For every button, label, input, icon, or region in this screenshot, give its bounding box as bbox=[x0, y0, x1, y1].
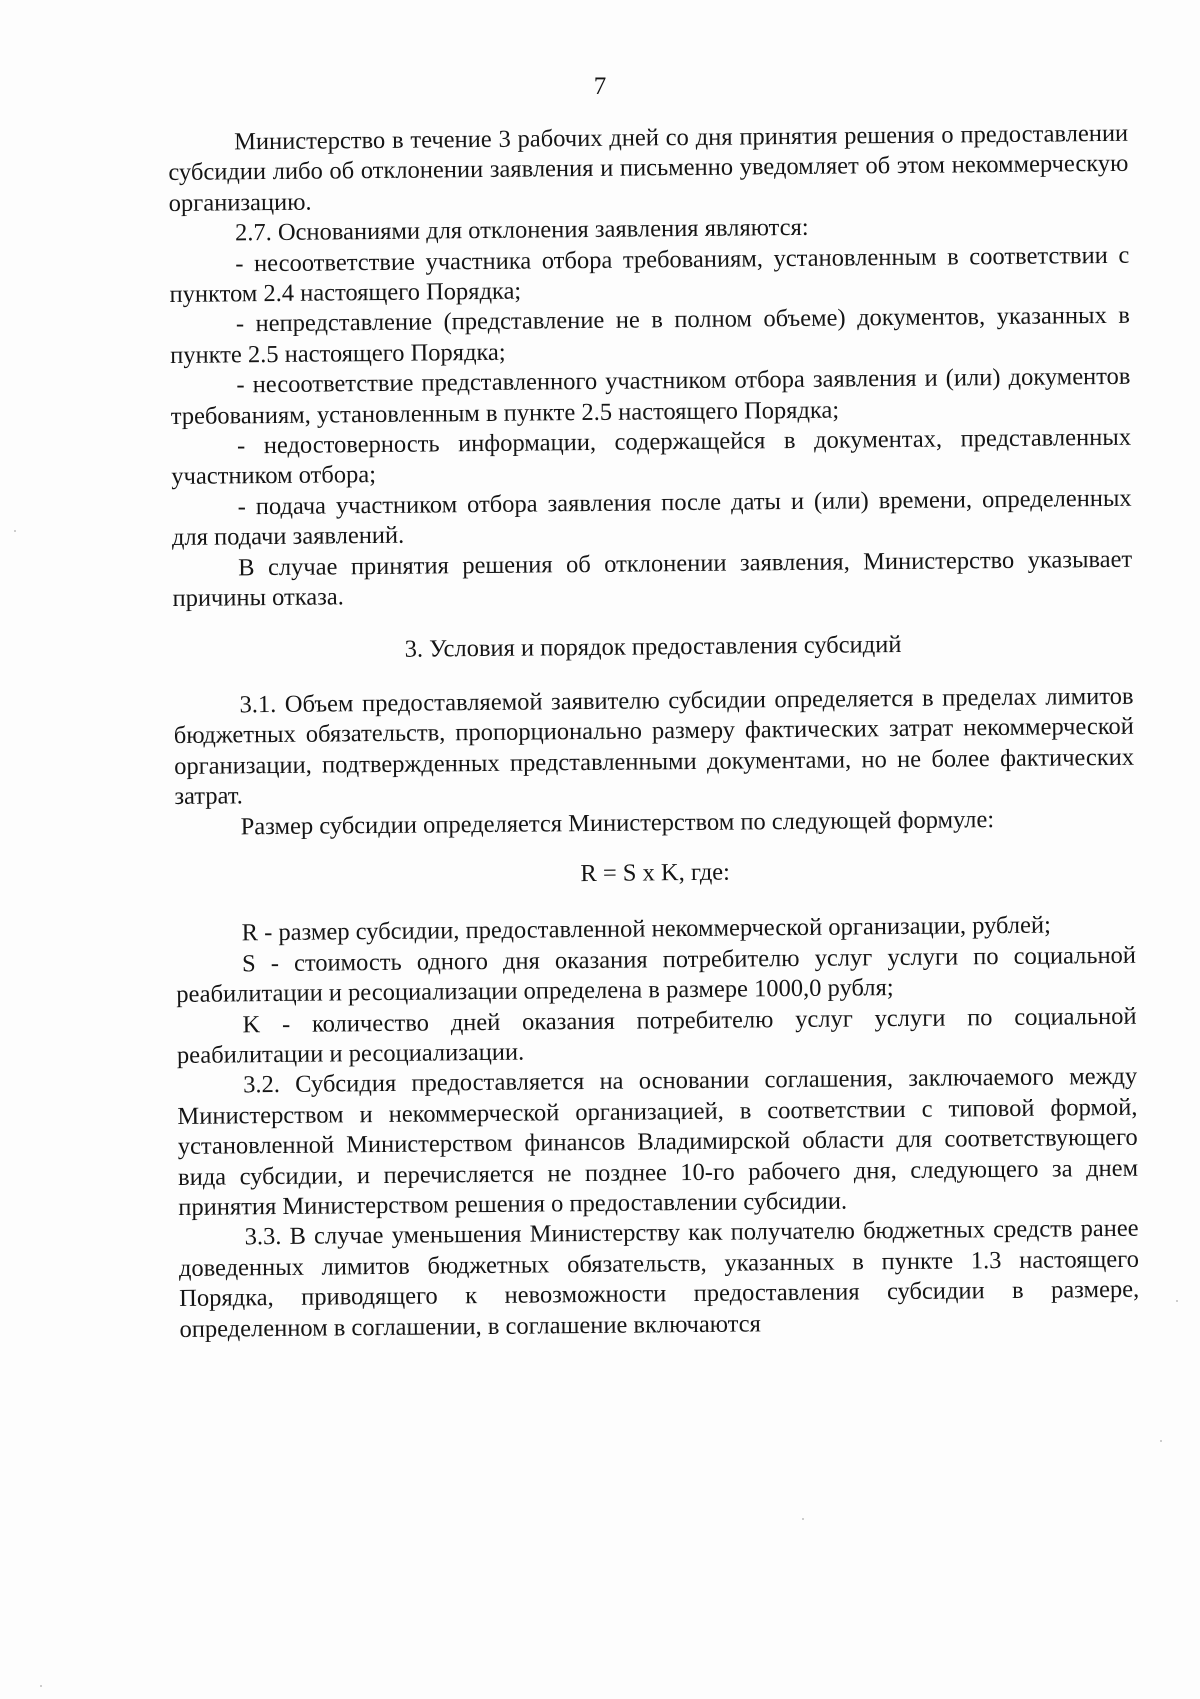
definition-k: K - количество дней оказания потребителю услуг услуги по социальной реабилитации и ресоциализации. bbox=[176, 1002, 1137, 1069]
paragraph-subsidy-volume: 3.1. Объем предоставляемой заявителю субсидии определяется в пределах лимитов бюджетных обязательств, пропорционально размеру фактических затрат некоммерческой организации, подтвержденных представленными документами, но не более фактических затрат. bbox=[173, 682, 1135, 811]
definition-r: R - размер субсидии, предоставленной некоммерческой организации, рублей; bbox=[241, 911, 1051, 947]
paragraph-notification: Министерство в течение 3 рабочих дней со дня принятия решения о предоставлении субсидии либо об отклонении заявления и письменно уведомляет об этом некоммерческую организацию. bbox=[168, 119, 1129, 217]
scan-speck bbox=[802, 1518, 804, 1520]
list-item-unreliable-info: - недостоверность информации, содержащейся в документах, представленных участником отбора; bbox=[171, 423, 1132, 491]
list-item-nonconformity: - несоответствие участника отбора требованиям, установленным в соответствии с пунктом 2.4 настоящего Порядка; bbox=[169, 241, 1130, 309]
list-item-nonsubmission: - непредставление (представление не в полном объеме) документов, указанных в пункте 2.5 настоящего Порядка; bbox=[170, 302, 1130, 369]
section-heading: 3. Условия и порядок предоставления субсидий bbox=[404, 630, 902, 663]
list-item-document-nonconformity: - несоответствие представленного участником отбора заявления и (или) документов требованиям, установленным в пункте 2.5 настоящего Порядка; bbox=[170, 363, 1131, 430]
scan-speck bbox=[1176, 1300, 1178, 1302]
scan-speck bbox=[1160, 1440, 1162, 1442]
paragraph-refusal-reasons: В случае принятия решения об отклонении заявления, Министерство указывает причины отказа. bbox=[172, 545, 1133, 613]
paragraph-formula-intro: Размер субсидии определяется Министерством по следующей формуле: bbox=[240, 805, 995, 840]
paragraph-agreement: 3.2. Субсидия предоставляется на основании соглашения, заключаемого между Министерством и некоммерческой организацией, в соответствии с типовой формой, установленной Министерством финансов Владимирской области для соответствующего вида субсидии, и перечисляется не позднее 10-го рабочего дня, следующего за днем принятия Министерством решения о предоставлении субсидии. bbox=[177, 1063, 1139, 1221]
list-item-late-submission: - подача участником отбора заявления после даты и (или) времени, определенных для подачи заявлений. bbox=[171, 484, 1132, 552]
paragraph-rejection-grounds: 2.7. Основаниями для отклонения заявления являются: bbox=[234, 214, 809, 247]
scan-speck bbox=[40, 1685, 42, 1687]
scan-speck bbox=[14, 530, 16, 532]
paragraph-limits-reduction: 3.3. В случае уменьшения Министерству как получателю бюджетных средств ранее доведенных лимитов бюджетных обязательств, указанных в пункте 1.3 настоящего Порядка, приводящего к невозможности предоставления субсидии в размере, определенном в соглашении, в соглашение включаются bbox=[178, 1215, 1140, 1343]
formula: R = S x K, где: bbox=[580, 858, 731, 888]
page-number: 7 bbox=[593, 73, 607, 100]
document-body bbox=[168, 119, 1140, 1345]
definition-s: S - стоимость одного дня оказания потребителю услуг услуги по социальной реабилитации и ресоциализации определена в размере 1000,0 рубля; bbox=[176, 941, 1137, 1009]
